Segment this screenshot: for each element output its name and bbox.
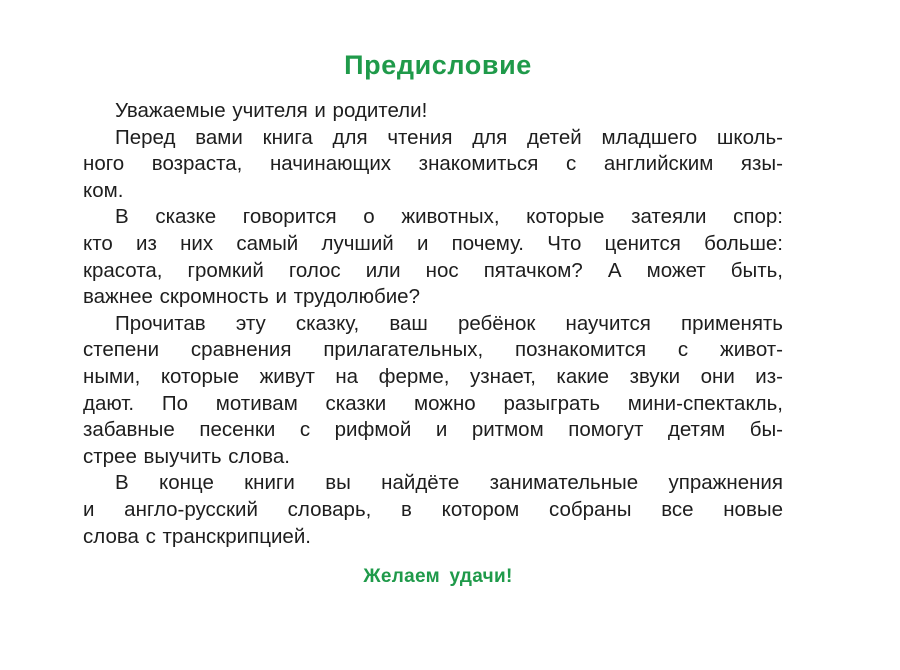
text-line: забавные песенки с рифмой и ритмом помогут детям бы-	[83, 418, 783, 442]
text-line: Прочитав эту сказку, ваш ребёнок научится применять	[115, 311, 783, 335]
text-line: важнее скромность и трудолюбие?	[83, 285, 420, 309]
page-title: Предисловие	[344, 50, 532, 80]
text-line: степени сравнения прилагательных, познакомится с живот-	[83, 338, 783, 362]
text-line: Перед вами книга для чтения для детей младшего школь-	[115, 125, 783, 149]
text-line-greeting: Уважаемые учителя и родители!	[115, 99, 428, 122]
text-line: и англо-русский словарь, в котором собраны все новые	[83, 497, 783, 521]
text-line: ком.	[83, 178, 124, 202]
text-line: ными, которые живут на ферме, узнает, какие звуки они из-	[83, 364, 783, 388]
text-line: слова с транскрипцией.	[83, 524, 311, 548]
text-line: В сказке говорится о животных, которые затеяли спор:	[115, 205, 783, 229]
text-line: стрее выучить слова.	[83, 444, 290, 468]
text-line: ного возраста, начинающих знакомиться с английским язы-	[83, 152, 783, 176]
text-line: дают. По мотивам сказки можно разыграть мини-спектакль,	[83, 391, 783, 415]
preface-body	[83, 98, 783, 550]
closing-wish: Желаем удачи!	[363, 566, 513, 587]
text-line: кто из них самый лучший и почему. Что ценится больше:	[83, 231, 783, 255]
text-line: В конце книги вы найдёте занимательные упражнения	[115, 471, 783, 495]
text-line: красота, громкий голос или нос пятачком? А может быть,	[83, 258, 783, 282]
